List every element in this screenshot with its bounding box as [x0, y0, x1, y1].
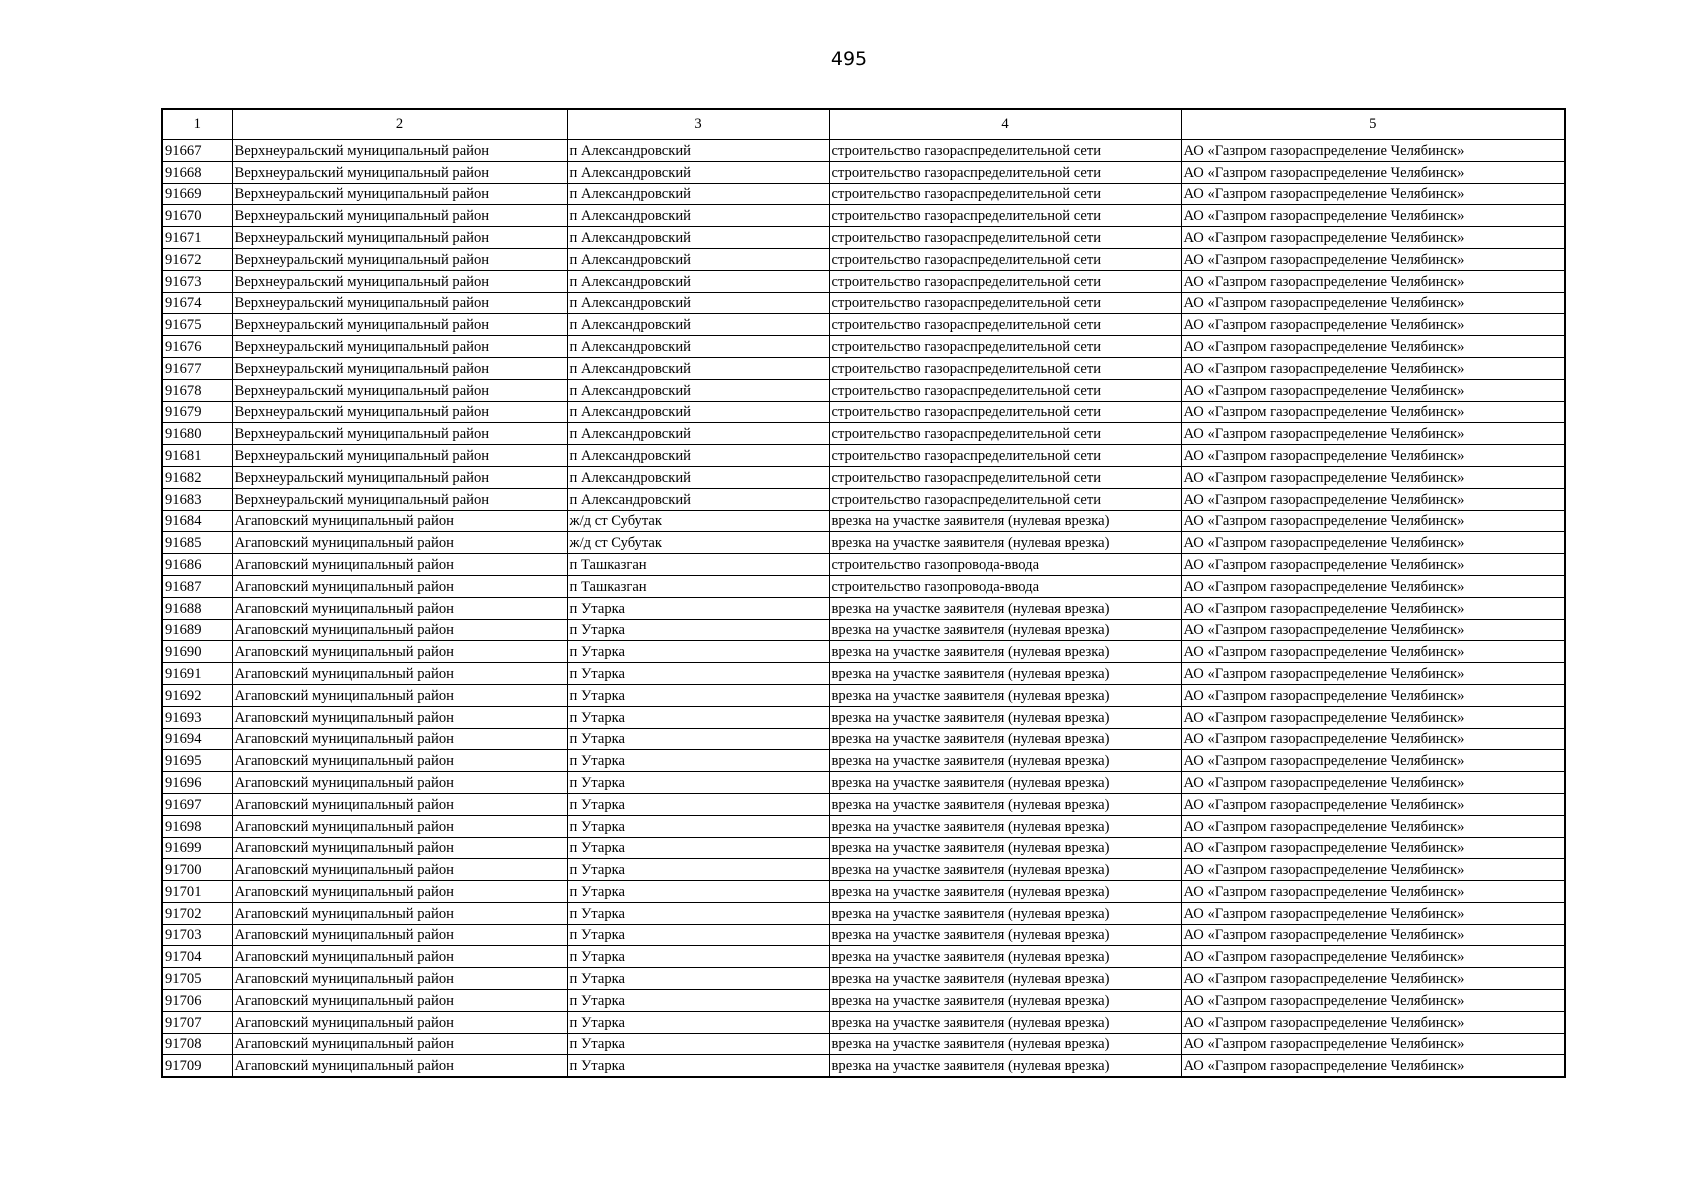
- settlement-cell: п Утарка: [567, 881, 829, 903]
- settlement-cell: п Александровский: [567, 466, 829, 488]
- work-type-cell: врезка на участке заявителя (нулевая врезка): [829, 532, 1181, 554]
- record-number-cell: 91702: [162, 902, 232, 924]
- organization-cell: АО «Газпром газораспределение Челябинск»: [1181, 750, 1565, 772]
- record-number-cell: 91707: [162, 1011, 232, 1033]
- table-row: [162, 859, 1565, 881]
- record-number-cell: 91680: [162, 423, 232, 445]
- table-row: [162, 968, 1565, 990]
- table-row: [162, 793, 1565, 815]
- table-row: [162, 619, 1565, 641]
- settlement-cell: п Утарка: [567, 793, 829, 815]
- district-cell: Агаповский муниципальный район: [232, 968, 567, 990]
- work-type-cell: врезка на участке заявителя (нулевая врезка): [829, 946, 1181, 968]
- table-row: [162, 815, 1565, 837]
- district-cell: Верхнеуральский муниципальный район: [232, 336, 567, 358]
- record-number-cell: 91670: [162, 205, 232, 227]
- table-row: [162, 227, 1565, 249]
- table-row: [162, 248, 1565, 270]
- organization-cell: АО «Газпром газораспределение Челябинск»: [1181, 641, 1565, 663]
- organization-cell: АО «Газпром газораспределение Челябинск»: [1181, 1033, 1565, 1055]
- organization-cell: АО «Газпром газораспределение Челябинск»: [1181, 248, 1565, 270]
- work-type-cell: врезка на участке заявителя (нулевая врезка): [829, 859, 1181, 881]
- settlement-cell: ж/д ст Субутак: [567, 532, 829, 554]
- organization-cell: АО «Газпром газораспределение Челябинск»: [1181, 445, 1565, 467]
- organization-cell: АО «Газпром газораспределение Челябинск»: [1181, 1011, 1565, 1033]
- table-row: [162, 772, 1565, 794]
- district-cell: Верхнеуральский муниципальный район: [232, 161, 567, 183]
- organization-cell: АО «Газпром газораспределение Челябинск»: [1181, 532, 1565, 554]
- organization-cell: АО «Газпром газораспределение Челябинск»: [1181, 815, 1565, 837]
- work-type-cell: строительство газораспределительной сети: [829, 227, 1181, 249]
- work-type-cell: врезка на участке заявителя (нулевая врезка): [829, 663, 1181, 685]
- table-row: [162, 597, 1565, 619]
- organization-cell: АО «Газпром газораспределение Челябинск»: [1181, 597, 1565, 619]
- work-type-cell: строительство газораспределительной сети: [829, 466, 1181, 488]
- table-row: [162, 466, 1565, 488]
- record-number-cell: 91687: [162, 575, 232, 597]
- work-type-cell: врезка на участке заявителя (нулевая врезка): [829, 793, 1181, 815]
- table-row: [162, 357, 1565, 379]
- record-number-cell: 91669: [162, 183, 232, 205]
- record-number-cell: 91679: [162, 401, 232, 423]
- record-number-cell: 91674: [162, 292, 232, 314]
- table-row: [162, 837, 1565, 859]
- table-row: [162, 488, 1565, 510]
- district-cell: Верхнеуральский муниципальный район: [232, 183, 567, 205]
- work-type-cell: строительство газораспределительной сети: [829, 270, 1181, 292]
- organization-cell: АО «Газпром газораспределение Челябинск»: [1181, 488, 1565, 510]
- district-cell: Агаповский муниципальный район: [232, 946, 567, 968]
- work-type-cell: строительство газораспределительной сети: [829, 336, 1181, 358]
- district-cell: Агаповский муниципальный район: [232, 706, 567, 728]
- organization-cell: АО «Газпром газораспределение Челябинск»: [1181, 205, 1565, 227]
- record-number-cell: 91684: [162, 510, 232, 532]
- record-number-cell: 91671: [162, 227, 232, 249]
- record-number-cell: 91692: [162, 684, 232, 706]
- work-type-cell: строительство газораспределительной сети: [829, 292, 1181, 314]
- table-row: [162, 902, 1565, 924]
- work-type-cell: врезка на участке заявителя (нулевая врезка): [829, 1033, 1181, 1055]
- district-cell: Агаповский муниципальный район: [232, 510, 567, 532]
- settlement-cell: п Утарка: [567, 924, 829, 946]
- record-number-cell: 91688: [162, 597, 232, 619]
- work-type-cell: врезка на участке заявителя (нулевая врезка): [829, 597, 1181, 619]
- record-number-cell: 91700: [162, 859, 232, 881]
- record-number-cell: 91678: [162, 379, 232, 401]
- register-table: [161, 108, 1566, 1078]
- table-row: [162, 1033, 1565, 1055]
- record-number-cell: 91703: [162, 924, 232, 946]
- work-type-cell: строительство газопровода-ввода: [829, 575, 1181, 597]
- organization-cell: АО «Газпром газораспределение Челябинск»: [1181, 859, 1565, 881]
- table-row: [162, 401, 1565, 423]
- organization-cell: АО «Газпром газораспределение Челябинск»: [1181, 1055, 1565, 1077]
- settlement-cell: ж/д ст Субутак: [567, 510, 829, 532]
- table-row: [162, 205, 1565, 227]
- record-number-cell: 91676: [162, 336, 232, 358]
- district-cell: Верхнеуральский муниципальный район: [232, 205, 567, 227]
- record-number-cell: 91697: [162, 793, 232, 815]
- work-type-cell: врезка на участке заявителя (нулевая врезка): [829, 881, 1181, 903]
- settlement-cell: п Утарка: [567, 859, 829, 881]
- table-row: [162, 641, 1565, 663]
- table-row: [162, 684, 1565, 706]
- settlement-cell: п Утарка: [567, 641, 829, 663]
- record-number-cell: 91686: [162, 554, 232, 576]
- table-row: [162, 881, 1565, 903]
- settlement-cell: п Александровский: [567, 401, 829, 423]
- district-cell: Верхнеуральский муниципальный район: [232, 292, 567, 314]
- district-cell: Верхнеуральский муниципальный район: [232, 445, 567, 467]
- record-number-cell: 91681: [162, 445, 232, 467]
- work-type-cell: строительство газораспределительной сети: [829, 205, 1181, 227]
- district-cell: Агаповский муниципальный район: [232, 1055, 567, 1077]
- organization-cell: АО «Газпром газораспределение Челябинск»: [1181, 336, 1565, 358]
- record-number-cell: 91683: [162, 488, 232, 510]
- record-number-cell: 91706: [162, 990, 232, 1012]
- settlement-cell: п Александровский: [567, 270, 829, 292]
- record-number-cell: 91689: [162, 619, 232, 641]
- settlement-cell: п Александровский: [567, 314, 829, 336]
- district-cell: Агаповский муниципальный район: [232, 597, 567, 619]
- organization-cell: АО «Газпром газораспределение Челябинск»: [1181, 924, 1565, 946]
- table-row: [162, 946, 1565, 968]
- column-header: 4: [829, 109, 1181, 140]
- work-type-cell: врезка на участке заявителя (нулевая врезка): [829, 924, 1181, 946]
- record-number-cell: 91677: [162, 357, 232, 379]
- work-type-cell: строительство газораспределительной сети: [829, 357, 1181, 379]
- table-row: [162, 445, 1565, 467]
- work-type-cell: строительство газораспределительной сети: [829, 379, 1181, 401]
- district-cell: Агаповский муниципальный район: [232, 990, 567, 1012]
- district-cell: Агаповский муниципальный район: [232, 772, 567, 794]
- district-cell: Агаповский муниципальный район: [232, 1033, 567, 1055]
- record-number-cell: 91685: [162, 532, 232, 554]
- record-number-cell: 91694: [162, 728, 232, 750]
- district-cell: Верхнеуральский муниципальный район: [232, 270, 567, 292]
- work-type-cell: врезка на участке заявителя (нулевая врезка): [829, 619, 1181, 641]
- work-type-cell: строительство газопровода-ввода: [829, 554, 1181, 576]
- organization-cell: АО «Газпром газораспределение Челябинск»: [1181, 357, 1565, 379]
- district-cell: Агаповский муниципальный район: [232, 575, 567, 597]
- record-number-cell: 91668: [162, 161, 232, 183]
- organization-cell: АО «Газпром газораспределение Челябинск»: [1181, 706, 1565, 728]
- settlement-cell: п Утарка: [567, 750, 829, 772]
- district-cell: Верхнеуральский муниципальный район: [232, 140, 567, 162]
- settlement-cell: п Александровский: [567, 423, 829, 445]
- settlement-cell: п Утарка: [567, 968, 829, 990]
- settlement-cell: п Утарка: [567, 902, 829, 924]
- record-number-cell: 91667: [162, 140, 232, 162]
- work-type-cell: строительство газораспределительной сети: [829, 314, 1181, 336]
- table-row: [162, 161, 1565, 183]
- settlement-cell: п Утарка: [567, 619, 829, 641]
- district-cell: Агаповский муниципальный район: [232, 728, 567, 750]
- record-number-cell: 91699: [162, 837, 232, 859]
- work-type-cell: врезка на участке заявителя (нулевая врезка): [829, 968, 1181, 990]
- organization-cell: АО «Газпром газораспределение Челябинск»: [1181, 902, 1565, 924]
- column-header: 2: [232, 109, 567, 140]
- table-row: [162, 663, 1565, 685]
- organization-cell: АО «Газпром газораспределение Челябинск»: [1181, 314, 1565, 336]
- district-cell: Агаповский муниципальный район: [232, 837, 567, 859]
- record-number-cell: 91696: [162, 772, 232, 794]
- organization-cell: АО «Газпром газораспределение Челябинск»: [1181, 183, 1565, 205]
- table-row: [162, 270, 1565, 292]
- settlement-cell: п Утарка: [567, 684, 829, 706]
- settlement-cell: п Утарка: [567, 1055, 829, 1077]
- work-type-cell: строительство газораспределительной сети: [829, 445, 1181, 467]
- work-type-cell: строительство газораспределительной сети: [829, 140, 1181, 162]
- record-number-cell: 91708: [162, 1033, 232, 1055]
- table-row: [162, 314, 1565, 336]
- settlement-cell: п Утарка: [567, 706, 829, 728]
- page-number: 495: [830, 48, 868, 70]
- work-type-cell: врезка на участке заявителя (нулевая врезка): [829, 902, 1181, 924]
- settlement-cell: п Александровский: [567, 248, 829, 270]
- table-row: [162, 750, 1565, 772]
- organization-cell: АО «Газпром газораспределение Челябинск»: [1181, 881, 1565, 903]
- organization-cell: АО «Газпром газораспределение Челябинск»: [1181, 140, 1565, 162]
- district-cell: Агаповский муниципальный район: [232, 684, 567, 706]
- district-cell: Агаповский муниципальный район: [232, 750, 567, 772]
- work-type-cell: врезка на участке заявителя (нулевая врезка): [829, 706, 1181, 728]
- district-cell: Верхнеуральский муниципальный район: [232, 248, 567, 270]
- district-cell: Агаповский муниципальный район: [232, 859, 567, 881]
- table-row: [162, 379, 1565, 401]
- record-number-cell: 91695: [162, 750, 232, 772]
- record-number-cell: 91705: [162, 968, 232, 990]
- organization-cell: АО «Газпром газораспределение Челябинск»: [1181, 423, 1565, 445]
- district-cell: Агаповский муниципальный район: [232, 663, 567, 685]
- district-cell: Верхнеуральский муниципальный район: [232, 401, 567, 423]
- organization-cell: АО «Газпром газораспределение Челябинск»: [1181, 161, 1565, 183]
- table-row: [162, 706, 1565, 728]
- settlement-cell: п Утарка: [567, 1033, 829, 1055]
- table-row: [162, 183, 1565, 205]
- organization-cell: АО «Газпром газораспределение Челябинск»: [1181, 619, 1565, 641]
- district-cell: Верхнеуральский муниципальный район: [232, 314, 567, 336]
- organization-cell: АО «Газпром газораспределение Челябинск»: [1181, 946, 1565, 968]
- settlement-cell: п Утарка: [567, 728, 829, 750]
- table-row: [162, 1055, 1565, 1077]
- work-type-cell: врезка на участке заявителя (нулевая врезка): [829, 837, 1181, 859]
- record-number-cell: 91675: [162, 314, 232, 336]
- work-type-cell: строительство газораспределительной сети: [829, 248, 1181, 270]
- organization-cell: АО «Газпром газораспределение Челябинск»: [1181, 401, 1565, 423]
- table-row: [162, 510, 1565, 532]
- district-cell: Агаповский муниципальный район: [232, 924, 567, 946]
- organization-cell: АО «Газпром газораспределение Челябинск»: [1181, 837, 1565, 859]
- settlement-cell: п Утарка: [567, 1011, 829, 1033]
- record-number-cell: 91701: [162, 881, 232, 903]
- organization-cell: АО «Газпром газораспределение Челябинск»: [1181, 270, 1565, 292]
- organization-cell: АО «Газпром газораспределение Челябинск»: [1181, 227, 1565, 249]
- column-header: 5: [1181, 109, 1565, 140]
- settlement-cell: п Александровский: [567, 227, 829, 249]
- work-type-cell: врезка на участке заявителя (нулевая врезка): [829, 815, 1181, 837]
- district-cell: Верхнеуральский муниципальный район: [232, 227, 567, 249]
- settlement-cell: п Утарка: [567, 663, 829, 685]
- organization-cell: АО «Газпром газораспределение Челябинск»: [1181, 292, 1565, 314]
- settlement-cell: п Александровский: [567, 488, 829, 510]
- organization-cell: АО «Газпром газораспределение Челябинск»: [1181, 575, 1565, 597]
- table-row: [162, 140, 1565, 162]
- work-type-cell: строительство газораспределительной сети: [829, 401, 1181, 423]
- district-cell: Верхнеуральский муниципальный район: [232, 423, 567, 445]
- record-number-cell: 91672: [162, 248, 232, 270]
- work-type-cell: врезка на участке заявителя (нулевая врезка): [829, 641, 1181, 663]
- table-row: [162, 532, 1565, 554]
- district-cell: Агаповский муниципальный район: [232, 554, 567, 576]
- work-type-cell: врезка на участке заявителя (нулевая врезка): [829, 1055, 1181, 1077]
- table-row: [162, 336, 1565, 358]
- settlement-cell: п Александровский: [567, 336, 829, 358]
- district-cell: Агаповский муниципальный район: [232, 532, 567, 554]
- work-type-cell: врезка на участке заявителя (нулевая врезка): [829, 510, 1181, 532]
- organization-cell: АО «Газпром газораспределение Челябинск»: [1181, 510, 1565, 532]
- organization-cell: АО «Газпром газораспределение Челябинск»: [1181, 772, 1565, 794]
- settlement-cell: п Утарка: [567, 597, 829, 619]
- table-body: [162, 140, 1565, 1078]
- settlement-cell: п Ташказган: [567, 575, 829, 597]
- work-type-cell: врезка на участке заявителя (нулевая врезка): [829, 728, 1181, 750]
- settlement-cell: п Александровский: [567, 161, 829, 183]
- organization-cell: АО «Газпром газораспределение Челябинск»: [1181, 684, 1565, 706]
- column-header: 1: [162, 109, 232, 140]
- district-cell: Агаповский муниципальный район: [232, 641, 567, 663]
- organization-cell: АО «Газпром газораспределение Челябинск»: [1181, 968, 1565, 990]
- header-row: [162, 109, 1565, 140]
- record-number-cell: 91698: [162, 815, 232, 837]
- table-row: [162, 1011, 1565, 1033]
- organization-cell: АО «Газпром газораспределение Челябинск»: [1181, 990, 1565, 1012]
- record-number-cell: 91693: [162, 706, 232, 728]
- table-row: [162, 554, 1565, 576]
- table-row: [162, 990, 1565, 1012]
- settlement-cell: п Александровский: [567, 292, 829, 314]
- settlement-cell: п Утарка: [567, 772, 829, 794]
- table-row: [162, 728, 1565, 750]
- column-header: 3: [567, 109, 829, 140]
- settlement-cell: п Александровский: [567, 379, 829, 401]
- district-cell: Верхнеуральский муниципальный район: [232, 488, 567, 510]
- work-type-cell: строительство газораспределительной сети: [829, 488, 1181, 510]
- work-type-cell: врезка на участке заявителя (нулевая врезка): [829, 1011, 1181, 1033]
- record-number-cell: 91709: [162, 1055, 232, 1077]
- work-type-cell: строительство газораспределительной сети: [829, 183, 1181, 205]
- record-number-cell: 91673: [162, 270, 232, 292]
- work-type-cell: врезка на участке заявителя (нулевая врезка): [829, 772, 1181, 794]
- work-type-cell: врезка на участке заявителя (нулевая врезка): [829, 684, 1181, 706]
- settlement-cell: п Александровский: [567, 357, 829, 379]
- work-type-cell: строительство газораспределительной сети: [829, 423, 1181, 445]
- organization-cell: АО «Газпром газораспределение Челябинск»: [1181, 554, 1565, 576]
- table-row: [162, 575, 1565, 597]
- table-row: [162, 924, 1565, 946]
- settlement-cell: п Утарка: [567, 815, 829, 837]
- work-type-cell: строительство газораспределительной сети: [829, 161, 1181, 183]
- district-cell: Верхнеуральский муниципальный район: [232, 466, 567, 488]
- settlement-cell: п Александровский: [567, 140, 829, 162]
- settlement-cell: п Александровский: [567, 205, 829, 227]
- settlement-cell: п Утарка: [567, 946, 829, 968]
- settlement-cell: п Ташказган: [567, 554, 829, 576]
- record-number-cell: 91682: [162, 466, 232, 488]
- settlement-cell: п Утарка: [567, 837, 829, 859]
- work-type-cell: врезка на участке заявителя (нулевая врезка): [829, 750, 1181, 772]
- district-cell: Агаповский муниципальный район: [232, 793, 567, 815]
- district-cell: Агаповский муниципальный район: [232, 881, 567, 903]
- record-number-cell: 91691: [162, 663, 232, 685]
- district-cell: Верхнеуральский муниципальный район: [232, 357, 567, 379]
- settlement-cell: п Александровский: [567, 183, 829, 205]
- organization-cell: АО «Газпром газораспределение Челябинск»: [1181, 466, 1565, 488]
- work-type-cell: врезка на участке заявителя (нулевая врезка): [829, 990, 1181, 1012]
- settlement-cell: п Александровский: [567, 445, 829, 467]
- district-cell: Агаповский муниципальный район: [232, 619, 567, 641]
- table-row: [162, 292, 1565, 314]
- organization-cell: АО «Газпром газораспределение Челябинск»: [1181, 793, 1565, 815]
- district-cell: Агаповский муниципальный район: [232, 1011, 567, 1033]
- table-header: [162, 109, 1565, 140]
- organization-cell: АО «Газпром газораспределение Челябинск»: [1181, 728, 1565, 750]
- record-number-cell: 91704: [162, 946, 232, 968]
- district-cell: Верхнеуральский муниципальный район: [232, 379, 567, 401]
- record-number-cell: 91690: [162, 641, 232, 663]
- organization-cell: АО «Газпром газораспределение Челябинск»: [1181, 663, 1565, 685]
- district-cell: Агаповский муниципальный район: [232, 902, 567, 924]
- organization-cell: АО «Газпром газораспределение Челябинск»: [1181, 379, 1565, 401]
- table-row: [162, 423, 1565, 445]
- settlement-cell: п Утарка: [567, 990, 829, 1012]
- district-cell: Агаповский муниципальный район: [232, 815, 567, 837]
